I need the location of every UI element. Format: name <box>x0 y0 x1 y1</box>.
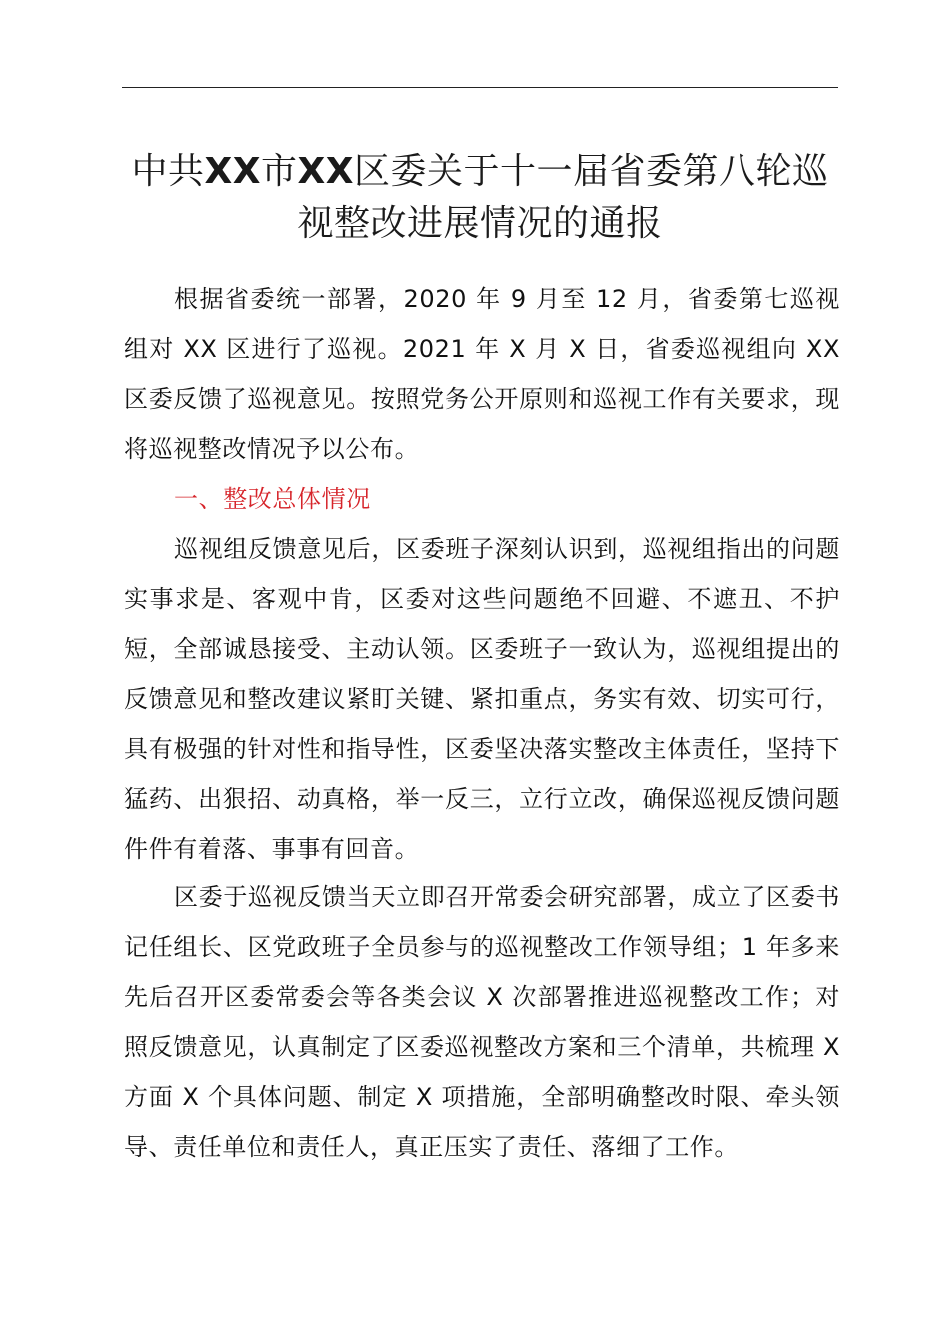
header-rule <box>122 87 838 88</box>
section1-paragraph-2: 区委于巡视反馈当天立即召开常委会研究部署，成立了区委书记任组长、区党政班子全员参与的巡视整改工作领导组；1 年多来先后召开区委常委会等各类会议 X 次部署推进巡视整改工作；对照反馈意见，认真制定了区委巡视整改方案和三个清单，共梳理 X 方面 X 个具体问题、制定 X 项措施，全部明确整改时限、牵头领导、责任单位和责任人，真正压实了责任、落细了工作。 <box>124 883 840 1161</box>
title-prefix: 中共 <box>131 151 205 192</box>
document-title <box>100 146 860 250</box>
title-mid: 市 <box>260 151 298 192</box>
title-line-2: 视整改进展情况的通报 <box>297 203 663 244</box>
section1-paragraph-1: 巡视组反馈意见后，区委班子深刻认识到，巡视组指出的问题实事求是、客观中肯，区委对这些问题绝不回避、不遮丑、不护短，全部诚恳接受、主动认领。区委班子一致认为，巡视组提出的反馈意见和整改建议紧盯关键、紧扣重点，务实有效、切实可行，具有极强的针对性和指导性，区委坚决落实整改主体责任，坚持下猛药、出狠招、动真格，举一反三，立行立改，确保巡视反馈问题件件有着落、事事有回音。 <box>124 535 840 863</box>
title-line-1 <box>100 146 860 198</box>
section-heading-1: 一、整改总体情况 <box>174 485 371 513</box>
title-xx-district: XX <box>297 151 355 192</box>
intro-paragraph: 根据省委统一部署，2020 年 9 月至 12 月，省委第七巡视组对 XX 区进行了巡视。2021 年 X 月 X 日，省委巡视组向 XX 区委反馈了巡视意见。按照党务公开原则和巡视工作有关要求，现将巡视整改情况予以公布。 <box>124 285 840 463</box>
title-suffix: 区委关于十一届省委第八轮巡 <box>354 151 829 192</box>
title-xx-city: XX <box>204 151 261 192</box>
